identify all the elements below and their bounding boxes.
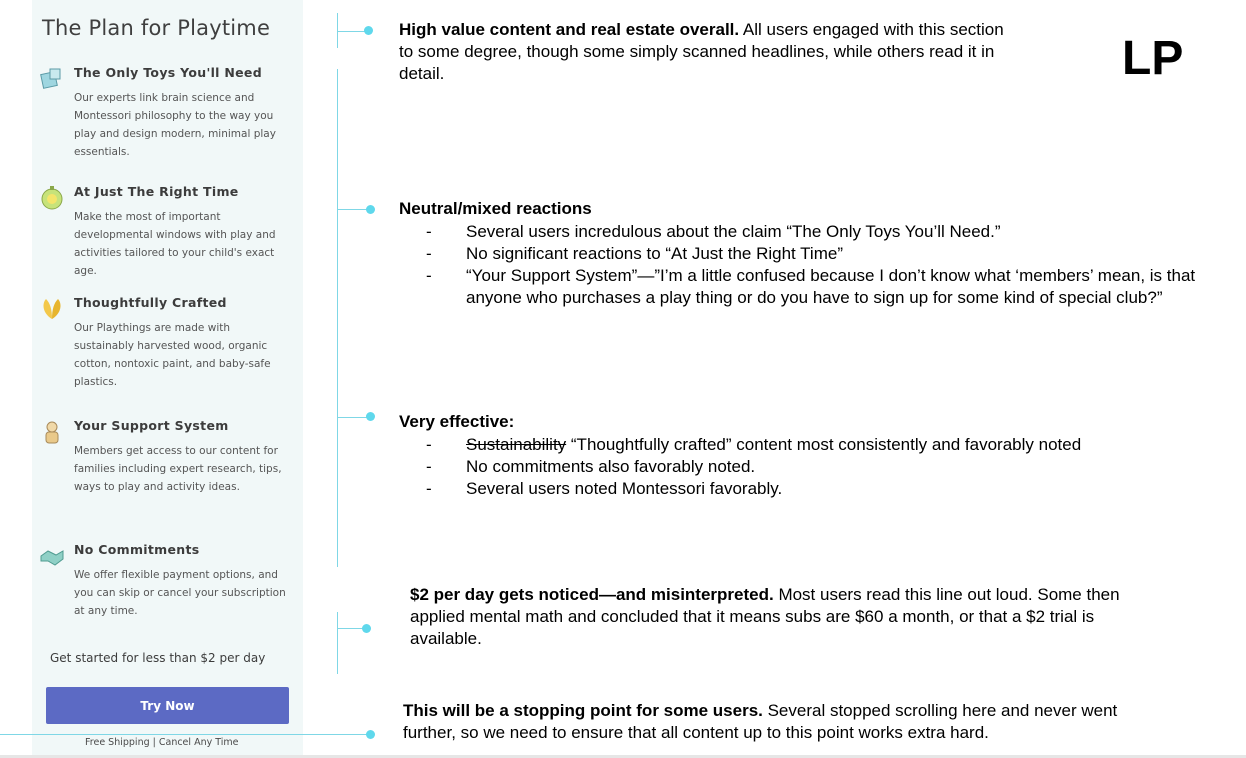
list-item: - Several users noted Montessori favorably.	[426, 479, 783, 498]
feature-heading: The Only Toys You'll Need	[74, 65, 262, 80]
lp-badge: LP	[1122, 32, 1184, 85]
annotation-bold: High value content and real estate overall.	[399, 20, 740, 39]
shipping-footer: Free Shipping | Cancel Any Time	[85, 737, 239, 748]
struck-text: Sustainability	[466, 435, 567, 454]
toy-blocks-icon	[38, 65, 66, 93]
connector-line	[337, 612, 338, 674]
connector-dot	[366, 412, 375, 421]
list-item: - “Your Support System”—”I’m a little confused because I don’t know what ‘members’ mean, is that anyone who purchases a play thing or do you have to sign up for some kind of special club?”	[426, 266, 1196, 307]
annotation-text: Several stopped scrolling here and never went further, so we need to ensure that all content up to this point works extra hard.	[403, 701, 1118, 742]
connector-line	[337, 69, 338, 392]
annotation-bold: This will be a stopping point for some users.	[403, 701, 763, 720]
annotation-heading: Very effective:	[399, 412, 515, 431]
feature-heading: Thoughtfully Crafted	[74, 295, 227, 310]
connector-dot	[366, 730, 375, 739]
plan-title: The Plan for Playtime	[42, 16, 271, 40]
feature-body: Members get access to our content for families including expert research, tips, ways to play and activity ideas.	[74, 445, 282, 493]
landing-page-panel	[32, 0, 303, 758]
feature-body: Make the most of important developmental windows with play and activities tailored to your child's exact age.	[74, 211, 276, 277]
annotation-neutral-mixed	[399, 198, 1229, 309]
connector-line	[337, 392, 338, 567]
connector-dot	[364, 26, 373, 35]
annotation-text: Most users read this line out loud. Some then applied mental math and concluded that it means subs are $60 a month, or that a $2 trial is available.	[410, 585, 1120, 648]
support-figure-icon	[38, 418, 66, 446]
list-item: - No commitments also favorably noted.	[426, 457, 756, 476]
annotation-price-noticed	[410, 584, 1170, 650]
stopping-point-line	[0, 734, 372, 735]
list-item: - Sustainability “Thoughtfully crafted” content most consistently and favorably noted	[426, 435, 1082, 454]
handshake-icon	[38, 542, 66, 570]
annotation-bold: $2 per day gets noticed—and misinterpreted.	[410, 585, 774, 604]
feature-body: We offer flexible payment options, and you can skip or cancel your subscription at any time.	[74, 569, 286, 617]
feature-body: Our Playthings are made with sustainably harvested wood, organic cotton, nontoxic paint, and baby-safe plastics.	[74, 322, 271, 388]
annotation-very-effective	[399, 411, 1219, 500]
annotation-text: All users engaged with this section to some degree, though some simply scanned headlines, while others read it in detail.	[399, 20, 1004, 83]
list-item: - Several users incredulous about the claim “The Only Toys You’ll Need.”	[426, 222, 1001, 241]
annotation-heading: Neutral/mixed reactions	[399, 199, 592, 218]
annotation-high-value	[399, 19, 1019, 85]
list-item: - No significant reactions to “At Just the Right Time”	[426, 244, 843, 263]
timer-icon	[38, 184, 66, 212]
feature-heading: Your Support System	[74, 418, 229, 433]
connector-dot	[362, 624, 371, 633]
connector-dot	[366, 205, 375, 214]
price-callout: Get started for less than $2 per day	[50, 651, 266, 665]
feature-heading: No Commitments	[74, 542, 200, 557]
feature-body: Our experts link brain science and Montessori philosophy to the way you play and design modern, minimal play essentials.	[74, 92, 276, 158]
annotation-stopping-point	[403, 700, 1173, 744]
leaf-icon	[38, 295, 66, 323]
try-now-button[interactable]: Try Now	[46, 687, 289, 724]
feature-heading: At Just The Right Time	[74, 184, 239, 199]
